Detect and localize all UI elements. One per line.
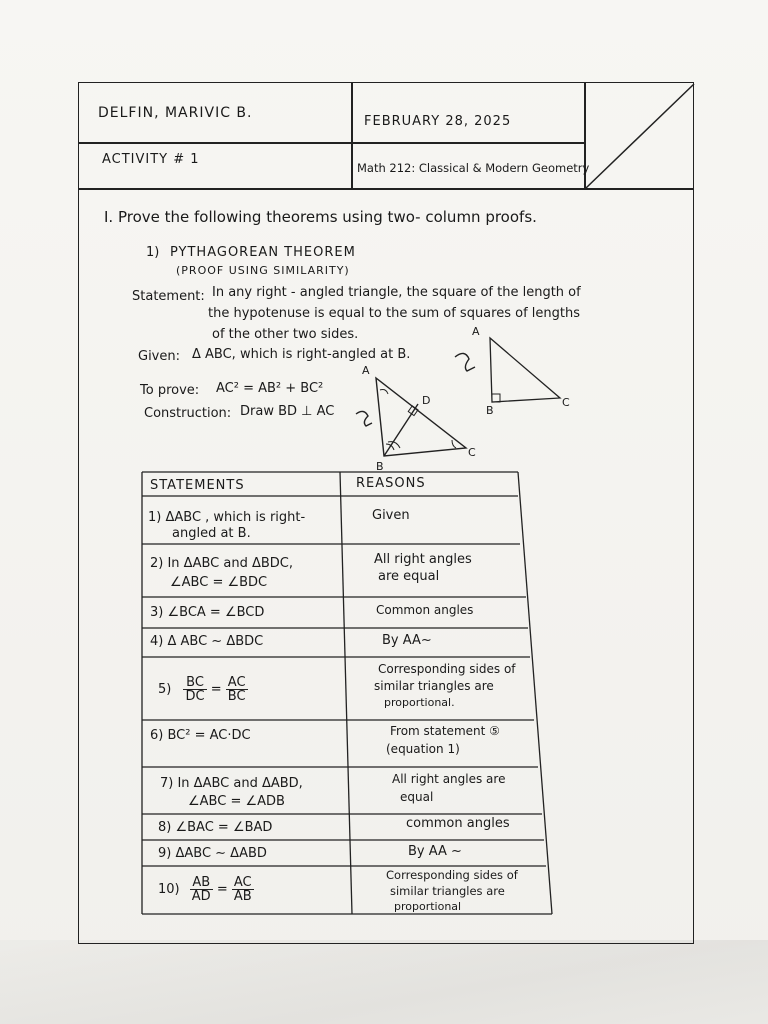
row2-reason-cont: are equal: [378, 569, 440, 584]
row3-statement: 3) ∠BCA = ∠BCD: [150, 605, 265, 620]
row10-reason-cont: similar triangles are: [390, 884, 505, 898]
given-label: Given:: [138, 349, 180, 364]
statement-line-2: the hypotenuse is equal to the sum of squares of lengths: [208, 306, 580, 321]
to-prove-label: To prove:: [140, 383, 200, 398]
row5-statement: 5) $\frac{BC}{DC}$ = $\frac{AC}{BC}$: [158, 675, 246, 704]
row5-reason: Corresponding sides of: [378, 662, 516, 676]
row7-statement-cont: ∠ABC = ∠ADB: [188, 794, 285, 809]
row7-reason: All right angles are: [392, 772, 506, 786]
row10-fraction-right: $\frac{AC}{AB}$: [233, 875, 252, 904]
row6-reason-cont: (equation 1): [386, 742, 460, 756]
construction-text: Draw BD ⊥ AC: [240, 404, 335, 419]
theorem-subtitle: (PROOF USING SIMILARITY): [176, 264, 350, 277]
small-label-c: C: [562, 396, 570, 409]
statement-line-1: In any right - angled triangle, the square of the length of: [212, 285, 581, 300]
theorem-number: 1): [146, 245, 160, 260]
row5-reason-cont: similar triangles are: [374, 679, 494, 693]
row6-reason: From statement ⑤: [390, 724, 500, 738]
row5-fraction-right: $\frac{AC}{BC}$: [227, 675, 246, 704]
row3-reason: Common angles: [376, 603, 474, 617]
large-label-b: B: [376, 460, 384, 473]
theorem-title: PYTHAGOREAN THEOREM: [170, 245, 356, 260]
row5-number: 5): [158, 682, 172, 697]
row1-statement: 1) ΔABC , which is right-: [148, 510, 306, 525]
activity-number: ACTIVITY # 1: [102, 152, 200, 167]
row4-reason: By AA~: [382, 633, 432, 648]
table-header-reasons: REASONS: [356, 476, 426, 491]
large-label-a: A: [362, 364, 370, 377]
large-label-d: D: [422, 394, 431, 407]
construction-label: Construction:: [144, 406, 232, 421]
row9-statement: 9) ΔABC ∼ ΔABD: [158, 846, 267, 861]
row10-number: 10): [158, 882, 180, 897]
submission-date: FEBRUARY 28, 2025: [364, 114, 512, 129]
row1-statement-cont: angled at B.: [172, 526, 251, 541]
row10-statement: 10) $\frac{AB}{AD}$ = $\frac{AC}{AB}$: [158, 875, 252, 904]
row1-reason: Given: [372, 508, 410, 523]
row2-reason: All right angles: [374, 552, 472, 567]
statement-line-3: of the other two sides.: [212, 327, 359, 342]
small-label-a: A: [472, 325, 480, 338]
course-title: Math 212: Classical & Modern Geometry: [357, 161, 590, 175]
row6-statement: 6) BC² = AC·DC: [150, 728, 251, 743]
instruction-text: I. Prove the following theorems using two- column proofs.: [104, 208, 537, 226]
row10-reason-cont2: proportional: [394, 900, 462, 913]
table-header-statements: STATEMENTS: [150, 478, 245, 493]
row5-reason-cont2: proportional.: [384, 696, 455, 709]
row10-fraction-left: $\frac{AB}{AD}$: [191, 875, 211, 904]
row8-statement: 8) ∠BAC = ∠BAD: [158, 820, 273, 835]
student-name: DELFIN, MARIVIC B.: [98, 105, 253, 121]
row2-statement: 2) In ΔABC and ΔBDC,: [150, 556, 293, 571]
row2-statement-cont: ∠ABC = ∠BDC: [170, 575, 268, 590]
to-prove-text: AC² = AB² + BC²: [216, 381, 324, 396]
given-text: Δ ABC, which is right-angled at B.: [192, 347, 411, 362]
row7-statement: 7) In ΔABC and ΔABD,: [160, 776, 303, 791]
row8-reason: common angles: [406, 816, 510, 831]
row7-reason-cont: equal: [400, 790, 434, 804]
small-label-b: B: [486, 404, 494, 417]
row9-reason: By AA ~: [408, 844, 462, 859]
statement-label: Statement:: [132, 289, 205, 304]
large-label-c: C: [468, 446, 476, 459]
row4-statement: 4) Δ ABC ~ ΔBDC: [150, 634, 264, 649]
row5-fraction-left: $\frac{BC}{DC}$: [185, 675, 205, 704]
row10-reason: Corresponding sides of: [386, 868, 518, 882]
